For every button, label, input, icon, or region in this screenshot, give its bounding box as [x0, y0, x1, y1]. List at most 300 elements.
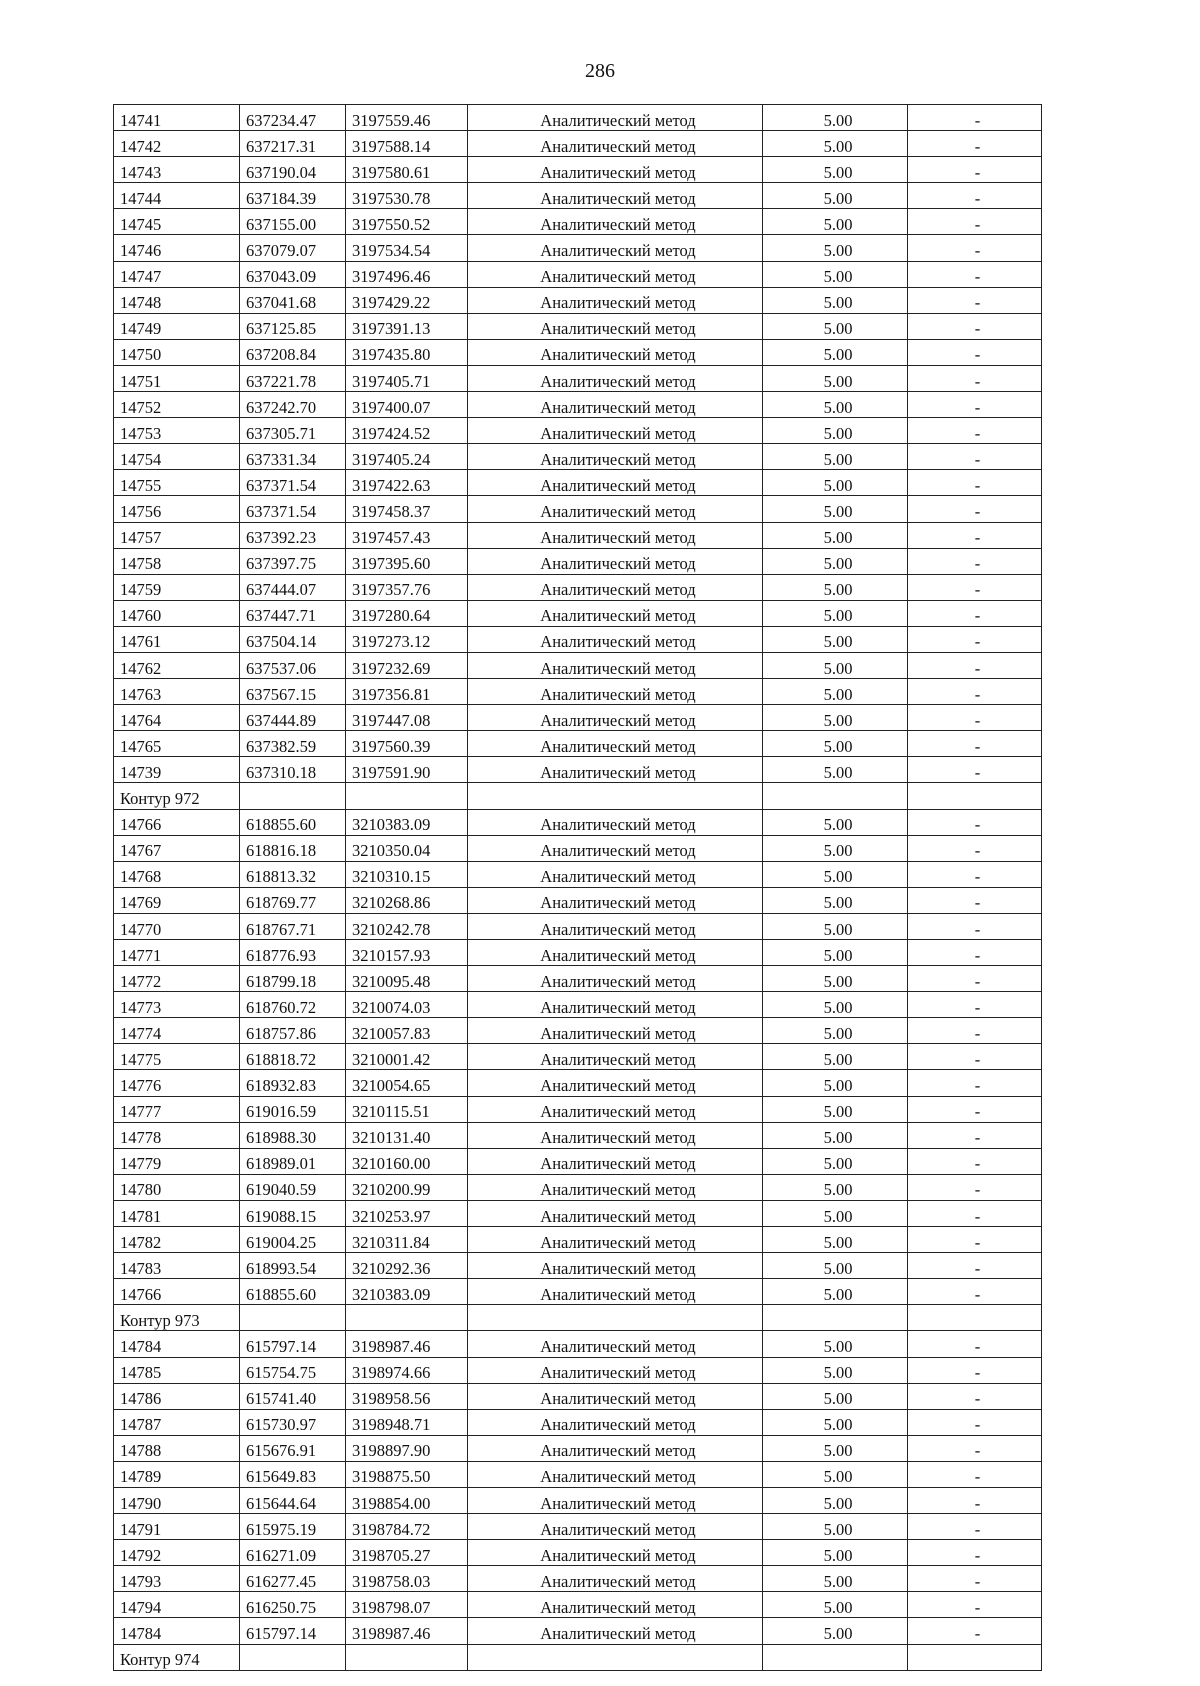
- method-cell: Аналитический метод: [468, 1018, 763, 1044]
- x-coordinate-cell: 618855.60: [240, 809, 346, 835]
- table-row: [114, 652, 1042, 678]
- method-cell: Аналитический метод: [468, 1070, 763, 1096]
- description-cell: -: [908, 861, 1042, 887]
- table-row: [114, 1096, 1042, 1122]
- table-row: [114, 731, 1042, 757]
- description-cell: -: [908, 131, 1042, 157]
- point-number-cell: 14770: [114, 913, 240, 939]
- accuracy-cell: 5.00: [763, 652, 908, 678]
- x-coordinate-cell: 615730.97: [240, 1409, 346, 1435]
- empty-cell: [240, 1305, 346, 1331]
- x-coordinate-cell: 615797.14: [240, 1618, 346, 1644]
- x-coordinate-cell: 618816.18: [240, 835, 346, 861]
- point-number-cell: 14786: [114, 1383, 240, 1409]
- y-coordinate-cell: 3198705.27: [346, 1540, 468, 1566]
- point-number-cell: 14768: [114, 861, 240, 887]
- y-coordinate-cell: 3198897.90: [346, 1435, 468, 1461]
- accuracy-cell: 5.00: [763, 1253, 908, 1279]
- point-number-cell: 14784: [114, 1618, 240, 1644]
- x-coordinate-cell: 637217.31: [240, 131, 346, 157]
- x-coordinate-cell: 615644.64: [240, 1487, 346, 1513]
- contour-header-row: [114, 1644, 1042, 1670]
- method-cell: Аналитический метод: [468, 1331, 763, 1357]
- method-cell: Аналитический метод: [468, 705, 763, 731]
- accuracy-cell: 5.00: [763, 1070, 908, 1096]
- table-row: [114, 105, 1042, 131]
- method-cell: Аналитический метод: [468, 1618, 763, 1644]
- y-coordinate-cell: 3197405.71: [346, 365, 468, 391]
- method-cell: Аналитический метод: [468, 809, 763, 835]
- accuracy-cell: 5.00: [763, 1487, 908, 1513]
- table-row: [114, 339, 1042, 365]
- point-number-cell: 14762: [114, 652, 240, 678]
- table-row: [114, 1540, 1042, 1566]
- accuracy-cell: 5.00: [763, 418, 908, 444]
- point-number-cell: 14775: [114, 1044, 240, 1070]
- method-cell: Аналитический метод: [468, 157, 763, 183]
- table-row: [114, 1070, 1042, 1096]
- x-coordinate-cell: 637043.09: [240, 261, 346, 287]
- point-number-cell: 14763: [114, 679, 240, 705]
- point-number-cell: 14772: [114, 966, 240, 992]
- y-coordinate-cell: 3210131.40: [346, 1122, 468, 1148]
- y-coordinate-cell: 3210253.97: [346, 1200, 468, 1226]
- description-cell: -: [908, 1122, 1042, 1148]
- table-row: [114, 835, 1042, 861]
- method-cell: Аналитический метод: [468, 1461, 763, 1487]
- table-row: [114, 1331, 1042, 1357]
- x-coordinate-cell: 615797.14: [240, 1331, 346, 1357]
- accuracy-cell: 5.00: [763, 444, 908, 470]
- x-coordinate-cell: 618855.60: [240, 1279, 346, 1305]
- method-cell: Аналитический метод: [468, 496, 763, 522]
- x-coordinate-cell: 637331.34: [240, 444, 346, 470]
- description-cell: -: [908, 966, 1042, 992]
- x-coordinate-cell: 637444.07: [240, 574, 346, 600]
- point-number-cell: 14753: [114, 418, 240, 444]
- description-cell: -: [908, 522, 1042, 548]
- x-coordinate-cell: 618993.54: [240, 1253, 346, 1279]
- x-coordinate-cell: 637155.00: [240, 209, 346, 235]
- point-number-cell: 14765: [114, 731, 240, 757]
- description-cell: -: [908, 705, 1042, 731]
- table-row: [114, 574, 1042, 600]
- y-coordinate-cell: 3197391.13: [346, 313, 468, 339]
- y-coordinate-cell: 3210383.09: [346, 1279, 468, 1305]
- accuracy-cell: 5.00: [763, 157, 908, 183]
- description-cell: -: [908, 1461, 1042, 1487]
- y-coordinate-cell: 3197435.80: [346, 339, 468, 365]
- point-number-cell: 14789: [114, 1461, 240, 1487]
- y-coordinate-cell: 3198758.03: [346, 1566, 468, 1592]
- point-number-cell: 14757: [114, 522, 240, 548]
- method-cell: Аналитический метод: [468, 261, 763, 287]
- point-number-cell: 14758: [114, 548, 240, 574]
- accuracy-cell: 5.00: [763, 209, 908, 235]
- y-coordinate-cell: 3197280.64: [346, 600, 468, 626]
- point-number-cell: 14760: [114, 600, 240, 626]
- y-coordinate-cell: 3197534.54: [346, 235, 468, 261]
- x-coordinate-cell: 618988.30: [240, 1122, 346, 1148]
- point-number-cell: 14777: [114, 1096, 240, 1122]
- method-cell: Аналитический метод: [468, 1514, 763, 1540]
- description-cell: -: [908, 1331, 1042, 1357]
- method-cell: Аналитический метод: [468, 626, 763, 652]
- empty-cell: [763, 783, 908, 809]
- accuracy-cell: 5.00: [763, 1409, 908, 1435]
- point-number-cell: 14774: [114, 1018, 240, 1044]
- description-cell: -: [908, 157, 1042, 183]
- x-coordinate-cell: 637221.78: [240, 365, 346, 391]
- accuracy-cell: 5.00: [763, 235, 908, 261]
- description-cell: -: [908, 105, 1042, 131]
- method-cell: Аналитический метод: [468, 444, 763, 470]
- accuracy-cell: 5.00: [763, 1566, 908, 1592]
- point-number-cell: 14794: [114, 1592, 240, 1618]
- y-coordinate-cell: 3197357.76: [346, 574, 468, 600]
- method-cell: Аналитический метод: [468, 992, 763, 1018]
- method-cell: Аналитический метод: [468, 235, 763, 261]
- method-cell: Аналитический метод: [468, 1540, 763, 1566]
- x-coordinate-cell: 615649.83: [240, 1461, 346, 1487]
- accuracy-cell: 5.00: [763, 392, 908, 418]
- table-row: [114, 1487, 1042, 1513]
- y-coordinate-cell: 3198784.72: [346, 1514, 468, 1540]
- accuracy-cell: 5.00: [763, 183, 908, 209]
- point-number-cell: 14750: [114, 339, 240, 365]
- empty-cell: [346, 783, 468, 809]
- y-coordinate-cell: 3197424.52: [346, 418, 468, 444]
- point-number-cell: 14791: [114, 1514, 240, 1540]
- y-coordinate-cell: 3197400.07: [346, 392, 468, 418]
- method-cell: Аналитический метод: [468, 470, 763, 496]
- empty-cell: [468, 1305, 763, 1331]
- table-row: [114, 131, 1042, 157]
- x-coordinate-cell: 637371.54: [240, 470, 346, 496]
- method-cell: Аналитический метод: [468, 861, 763, 887]
- accuracy-cell: 5.00: [763, 757, 908, 783]
- x-coordinate-cell: 637242.70: [240, 392, 346, 418]
- description-cell: -: [908, 809, 1042, 835]
- description-cell: -: [908, 679, 1042, 705]
- description-cell: -: [908, 1618, 1042, 1644]
- accuracy-cell: 5.00: [763, 1618, 908, 1644]
- method-cell: Аналитический метод: [468, 1592, 763, 1618]
- empty-cell: [346, 1644, 468, 1670]
- x-coordinate-cell: 637079.07: [240, 235, 346, 261]
- y-coordinate-cell: 3197429.22: [346, 287, 468, 313]
- description-cell: -: [908, 1200, 1042, 1226]
- accuracy-cell: 5.00: [763, 1383, 908, 1409]
- y-coordinate-cell: 3210311.84: [346, 1227, 468, 1253]
- point-number-cell: 14769: [114, 887, 240, 913]
- y-coordinate-cell: 3197447.08: [346, 705, 468, 731]
- table-row: [114, 287, 1042, 313]
- empty-cell: [468, 783, 763, 809]
- description-cell: -: [908, 1514, 1042, 1540]
- point-number-cell: 14766: [114, 809, 240, 835]
- table-row: [114, 1383, 1042, 1409]
- point-number-cell: 14776: [114, 1070, 240, 1096]
- table-row: [114, 966, 1042, 992]
- method-cell: Аналитический метод: [468, 887, 763, 913]
- method-cell: Аналитический метод: [468, 835, 763, 861]
- method-cell: Аналитический метод: [468, 757, 763, 783]
- table-row: [114, 157, 1042, 183]
- y-coordinate-cell: 3210350.04: [346, 835, 468, 861]
- method-cell: Аналитический метод: [468, 1357, 763, 1383]
- x-coordinate-cell: 618767.71: [240, 913, 346, 939]
- table-row: [114, 1148, 1042, 1174]
- description-cell: -: [908, 235, 1042, 261]
- description-cell: -: [908, 392, 1042, 418]
- accuracy-cell: 5.00: [763, 574, 908, 600]
- point-number-cell: 14756: [114, 496, 240, 522]
- method-cell: Аналитический метод: [468, 1122, 763, 1148]
- method-cell: Аналитический метод: [468, 183, 763, 209]
- x-coordinate-cell: 619088.15: [240, 1200, 346, 1226]
- description-cell: -: [908, 470, 1042, 496]
- y-coordinate-cell: 3210001.42: [346, 1044, 468, 1070]
- method-cell: Аналитический метод: [468, 966, 763, 992]
- description-cell: -: [908, 1044, 1042, 1070]
- accuracy-cell: 5.00: [763, 679, 908, 705]
- method-cell: Аналитический метод: [468, 1279, 763, 1305]
- y-coordinate-cell: 3198958.56: [346, 1383, 468, 1409]
- y-coordinate-cell: 3198875.50: [346, 1461, 468, 1487]
- x-coordinate-cell: 618799.18: [240, 966, 346, 992]
- contour-header-row: [114, 1305, 1042, 1331]
- x-coordinate-cell: 618818.72: [240, 1044, 346, 1070]
- table-row: [114, 1566, 1042, 1592]
- method-cell: Аналитический метод: [468, 392, 763, 418]
- accuracy-cell: 5.00: [763, 261, 908, 287]
- x-coordinate-cell: 637190.04: [240, 157, 346, 183]
- point-number-cell: 14745: [114, 209, 240, 235]
- table-row: [114, 913, 1042, 939]
- point-number-cell: 14747: [114, 261, 240, 287]
- x-coordinate-cell: 637208.84: [240, 339, 346, 365]
- y-coordinate-cell: 3210115.51: [346, 1096, 468, 1122]
- contour-label: Контур 973: [114, 1305, 240, 1331]
- description-cell: -: [908, 1487, 1042, 1513]
- point-number-cell: 14755: [114, 470, 240, 496]
- description-cell: -: [908, 548, 1042, 574]
- description-cell: -: [908, 1383, 1042, 1409]
- table-row: [114, 1174, 1042, 1200]
- table-row: [114, 809, 1042, 835]
- y-coordinate-cell: 3210157.93: [346, 940, 468, 966]
- table-row: [114, 1514, 1042, 1540]
- point-number-cell: 14783: [114, 1253, 240, 1279]
- accuracy-cell: 5.00: [763, 600, 908, 626]
- x-coordinate-cell: 637537.06: [240, 652, 346, 678]
- x-coordinate-cell: 637305.71: [240, 418, 346, 444]
- y-coordinate-cell: 3197457.43: [346, 522, 468, 548]
- accuracy-cell: 5.00: [763, 1592, 908, 1618]
- table-row: [114, 1122, 1042, 1148]
- description-cell: -: [908, 626, 1042, 652]
- method-cell: Аналитический метод: [468, 1096, 763, 1122]
- table-row: [114, 1435, 1042, 1461]
- y-coordinate-cell: 3210057.83: [346, 1018, 468, 1044]
- accuracy-cell: 5.00: [763, 1279, 908, 1305]
- accuracy-cell: 5.00: [763, 809, 908, 835]
- table-row: [114, 418, 1042, 444]
- accuracy-cell: 5.00: [763, 1122, 908, 1148]
- table-row: [114, 496, 1042, 522]
- accuracy-cell: 5.00: [763, 913, 908, 939]
- point-number-cell: 14754: [114, 444, 240, 470]
- table-row: [114, 470, 1042, 496]
- x-coordinate-cell: 618760.72: [240, 992, 346, 1018]
- empty-cell: [468, 1644, 763, 1670]
- accuracy-cell: 5.00: [763, 1096, 908, 1122]
- table-row: [114, 992, 1042, 1018]
- empty-cell: [908, 1305, 1042, 1331]
- table-row: [114, 1227, 1042, 1253]
- table-row: [114, 1618, 1042, 1644]
- point-number-cell: 14766: [114, 1279, 240, 1305]
- point-number-cell: 14767: [114, 835, 240, 861]
- table-row: [114, 444, 1042, 470]
- method-cell: Аналитический метод: [468, 287, 763, 313]
- accuracy-cell: 5.00: [763, 287, 908, 313]
- description-cell: -: [908, 1435, 1042, 1461]
- x-coordinate-cell: 616277.45: [240, 1566, 346, 1592]
- point-number-cell: 14742: [114, 131, 240, 157]
- table-row: [114, 1279, 1042, 1305]
- description-cell: -: [908, 992, 1042, 1018]
- point-number-cell: 14751: [114, 365, 240, 391]
- description-cell: -: [908, 1148, 1042, 1174]
- point-number-cell: 14782: [114, 1227, 240, 1253]
- table-row: [114, 757, 1042, 783]
- x-coordinate-cell: 637125.85: [240, 313, 346, 339]
- accuracy-cell: 5.00: [763, 339, 908, 365]
- y-coordinate-cell: 3210292.36: [346, 1253, 468, 1279]
- accuracy-cell: 5.00: [763, 887, 908, 913]
- accuracy-cell: 5.00: [763, 1200, 908, 1226]
- description-cell: -: [908, 1070, 1042, 1096]
- accuracy-cell: 5.00: [763, 1148, 908, 1174]
- accuracy-cell: 5.00: [763, 1174, 908, 1200]
- description-cell: -: [908, 365, 1042, 391]
- point-number-cell: 14741: [114, 105, 240, 131]
- description-cell: -: [908, 444, 1042, 470]
- table-row: [114, 600, 1042, 626]
- table-row: [114, 209, 1042, 235]
- table-row: [114, 1018, 1042, 1044]
- table-row: [114, 1592, 1042, 1618]
- y-coordinate-cell: 3197395.60: [346, 548, 468, 574]
- table-row: [114, 261, 1042, 287]
- description-cell: -: [908, 261, 1042, 287]
- description-cell: -: [908, 940, 1042, 966]
- method-cell: Аналитический метод: [468, 365, 763, 391]
- y-coordinate-cell: 3210074.03: [346, 992, 468, 1018]
- point-number-cell: 14743: [114, 157, 240, 183]
- accuracy-cell: 5.00: [763, 131, 908, 157]
- method-cell: Аналитический метод: [468, 1409, 763, 1435]
- description-cell: -: [908, 418, 1042, 444]
- table-row: [114, 705, 1042, 731]
- y-coordinate-cell: 3198854.00: [346, 1487, 468, 1513]
- y-coordinate-cell: 3197559.46: [346, 105, 468, 131]
- accuracy-cell: 5.00: [763, 1018, 908, 1044]
- accuracy-cell: 5.00: [763, 548, 908, 574]
- y-coordinate-cell: 3210268.86: [346, 887, 468, 913]
- description-cell: -: [908, 731, 1042, 757]
- x-coordinate-cell: 618813.32: [240, 861, 346, 887]
- accuracy-cell: 5.00: [763, 1044, 908, 1070]
- y-coordinate-cell: 3210383.09: [346, 809, 468, 835]
- y-coordinate-cell: 3198974.66: [346, 1357, 468, 1383]
- empty-cell: [763, 1644, 908, 1670]
- accuracy-cell: 5.00: [763, 105, 908, 131]
- empty-cell: [908, 1644, 1042, 1670]
- description-cell: -: [908, 1592, 1042, 1618]
- y-coordinate-cell: 3198798.07: [346, 1592, 468, 1618]
- description-cell: -: [908, 1227, 1042, 1253]
- empty-cell: [240, 1644, 346, 1670]
- table-row: [114, 861, 1042, 887]
- table-row: [114, 940, 1042, 966]
- description-cell: -: [908, 313, 1042, 339]
- method-cell: Аналитический метод: [468, 1148, 763, 1174]
- table-row: [114, 679, 1042, 705]
- method-cell: Аналитический метод: [468, 522, 763, 548]
- point-number-cell: 14790: [114, 1487, 240, 1513]
- description-cell: -: [908, 652, 1042, 678]
- point-number-cell: 14761: [114, 626, 240, 652]
- method-cell: Аналитический метод: [468, 679, 763, 705]
- table-row: [114, 522, 1042, 548]
- table-row: [114, 1409, 1042, 1435]
- y-coordinate-cell: 3210242.78: [346, 913, 468, 939]
- point-number-cell: 14787: [114, 1409, 240, 1435]
- accuracy-cell: 5.00: [763, 1514, 908, 1540]
- empty-cell: [240, 783, 346, 809]
- point-number-cell: 14784: [114, 1331, 240, 1357]
- x-coordinate-cell: 637567.15: [240, 679, 346, 705]
- y-coordinate-cell: 3210160.00: [346, 1148, 468, 1174]
- table-row: [114, 313, 1042, 339]
- point-number-cell: 14778: [114, 1122, 240, 1148]
- y-coordinate-cell: 3197591.90: [346, 757, 468, 783]
- method-cell: Аналитический метод: [468, 1174, 763, 1200]
- y-coordinate-cell: 3197356.81: [346, 679, 468, 705]
- description-cell: -: [908, 574, 1042, 600]
- y-coordinate-cell: 3210200.99: [346, 1174, 468, 1200]
- x-coordinate-cell: 637447.71: [240, 600, 346, 626]
- point-number-cell: 14744: [114, 183, 240, 209]
- table-row: [114, 1200, 1042, 1226]
- point-number-cell: 14773: [114, 992, 240, 1018]
- point-number-cell: 14752: [114, 392, 240, 418]
- x-coordinate-cell: 637310.18: [240, 757, 346, 783]
- x-coordinate-cell: 618757.86: [240, 1018, 346, 1044]
- x-coordinate-cell: 618769.77: [240, 887, 346, 913]
- description-cell: -: [908, 1409, 1042, 1435]
- accuracy-cell: 5.00: [763, 992, 908, 1018]
- accuracy-cell: 5.00: [763, 940, 908, 966]
- table-row: [114, 392, 1042, 418]
- y-coordinate-cell: 3197588.14: [346, 131, 468, 157]
- coordinates-table-body: [114, 105, 1042, 1671]
- method-cell: Аналитический метод: [468, 652, 763, 678]
- x-coordinate-cell: 615676.91: [240, 1435, 346, 1461]
